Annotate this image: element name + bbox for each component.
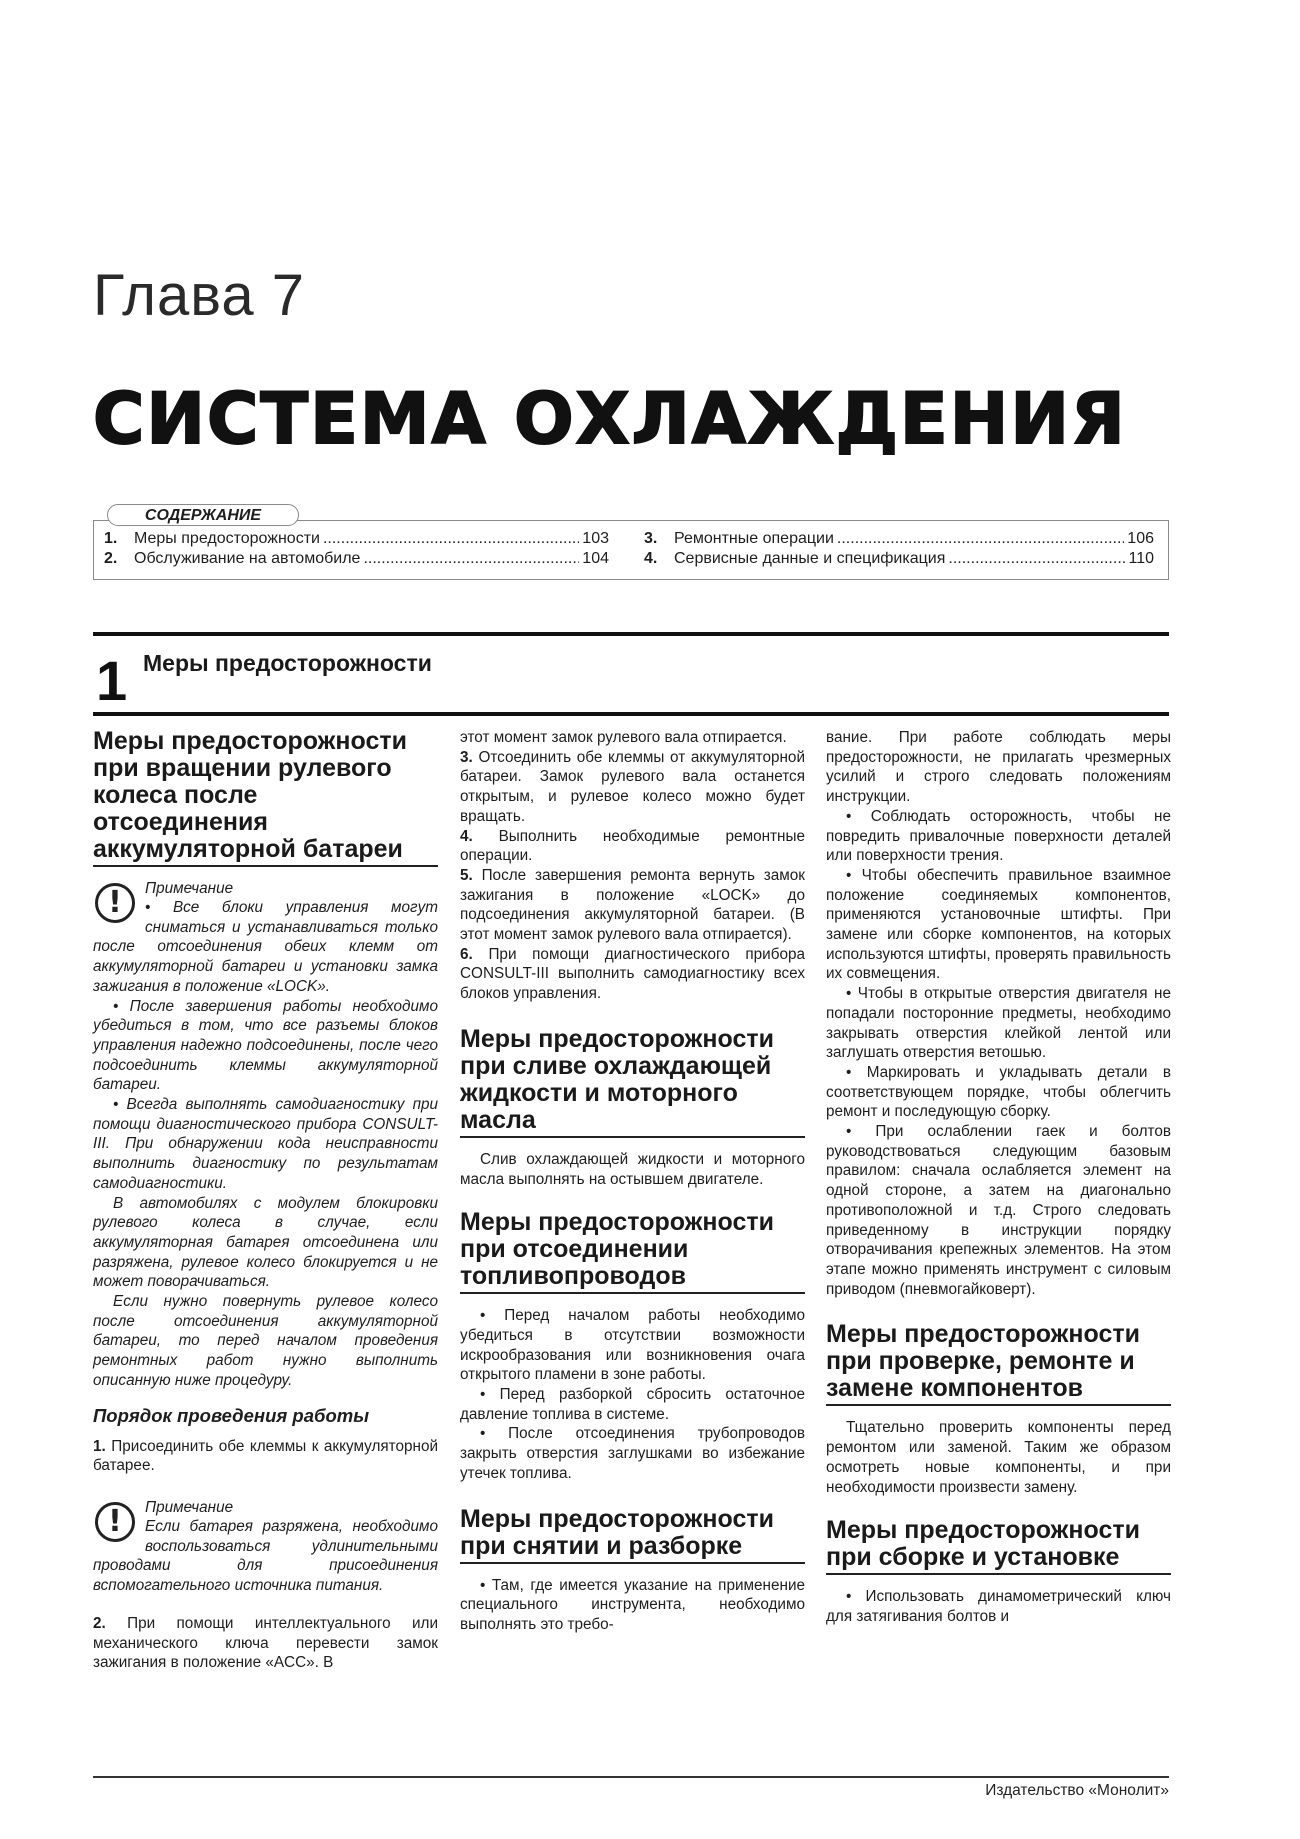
toc-entry-label: Ремонтные операции	[674, 530, 834, 547]
paragraph: • Маркировать и укладывать детали в соответствующем порядке, чтобы облегчить ремонт и последующую сборку.	[826, 1063, 1171, 1121]
section-rule-top	[93, 632, 1169, 636]
paragraph: • Перед началом работы необходимо убедиться в отсутствии возможности искрообразования или возникновения очага открытого пламени в зоне работы.	[460, 1307, 805, 1384]
step-text: После завершения ремонта вернуть замок зажигания в положение «LOCK» до подсоединения аккумуляторной батареи. (В этот момент замок рулевого вала отпирается).	[460, 866, 805, 944]
toc-entry-number: 4.	[644, 550, 658, 567]
step-4	[460, 827, 805, 866]
step-number: 5.	[460, 866, 473, 884]
toc-entry-number: 1.	[104, 530, 118, 547]
paragraph: этот момент замок рулевого вала отпирается.	[460, 729, 787, 746]
step-3	[460, 748, 805, 827]
step-number: 3.	[460, 748, 473, 766]
note-paragraph: Если батарея разряжена, необходимо воспользоваться удлинительными проводами для присоединения вспомогательного источника питания.	[93, 1517, 438, 1595]
toc-entry-page: 106	[1127, 530, 1154, 547]
heading-removal: Меры предосторожности при снятии и разборке	[460, 1506, 805, 1564]
toc-heading: СОДЕРЖАНИЕ	[107, 504, 299, 526]
chapter-title: СИСТЕМА ОХЛАЖДЕНИЯ	[93, 378, 1127, 460]
toc-entry-3[interactable]	[644, 529, 1154, 549]
section-number: 1	[96, 649, 128, 712]
heading-steering-wheel: Меры предосторожности при вращении рулевого колеса после отсоединения аккумуляторной батареи	[93, 728, 438, 867]
toc-leader-dots	[948, 549, 1125, 569]
column-3	[826, 728, 1171, 1627]
step-text: При помощи диагностического прибора CONSULT-III выполнить самодиагностику всех блоков управления.	[460, 945, 805, 1003]
step-1	[93, 1437, 438, 1476]
toc-leader-dots	[323, 529, 579, 549]
paragraph: • Чтобы обеспечить правильное взаимное положение соединяемых компонентов, применяются установочные штифты. При замене или сборке компонентов, на которых используются штифты, проверять правильность их совмещения.	[826, 866, 1171, 983]
paragraph: • Перед разборкой сбросить остаточное давление топлива в системе.	[460, 1386, 805, 1423]
toc-entry-number: 2.	[104, 550, 118, 567]
heading-coolant-drain: Меры предосторожности при сливе охлаждающей жидкости и моторного масла	[460, 1026, 805, 1138]
note-paragraph: Если нужно повернуть рулевое колесо после отсоединения аккумуляторной батареи, то перед началом проведения ремонтных работ нужно выполнить описанную ниже процедуру.	[93, 1293, 438, 1389]
note-paragraph: • Всегда выполнять самодиагностику при помощи диагностического прибора CONSULT-III. При обнаружении кода неисправности выполнить диагностику по результатам самодиагностики.	[93, 1096, 438, 1192]
note-paragraph: В автомобилях с модулем блокировки рулевого колеса в случае, если аккумуляторная батарея отсоединена или разряжена, рулевое колесо блокируется и не может поворачиваться.	[93, 1194, 438, 1291]
note-title: Примечание	[145, 880, 234, 897]
column-1	[93, 728, 438, 1673]
toc-entry-page: 104	[582, 550, 609, 567]
chapter-label: Глава 7	[93, 263, 306, 328]
step-text: Присоединить обе клеммы к аккумуляторной батарее.	[93, 1437, 438, 1475]
toc-entry-label: Меры предосторожности	[134, 530, 320, 547]
toc-entry-1[interactable]	[104, 529, 609, 549]
step-number: 6.	[460, 945, 473, 963]
note-paragraph: • После завершения работы необходимо убедиться в том, что все разъемы блоков управления надежно подсоединены, после чего подсоединить клеммы аккумуляторной батареи.	[93, 997, 438, 1094]
warning-exclamation-icon: !	[95, 1502, 135, 1542]
toc-entry-label: Сервисные данные и спецификация	[674, 550, 946, 567]
toc-entry-4[interactable]	[644, 549, 1154, 569]
step-text: Отсоединить обе клеммы от аккумуляторной батареи. Замок рулевого вала останется открытым, и рулевое колесо можно будет вращать.	[460, 748, 805, 825]
paragraph: Слив охлаждающей жидкости и моторного масла выполнять на остывшем двигателе.	[460, 1150, 805, 1188]
paragraph: • После отсоединения трубопроводов закрыть отверстия заглушками во избежание утечек топлива.	[460, 1425, 805, 1482]
step-2	[93, 1614, 438, 1673]
paragraph: • При ослаблении гаек и болтов руководствоваться следующим базовым правилом: сначала ослабляется элемент на одной стороне, а затем на диагонально противоположной и т.д. Строго следовать приведенному в инструкции порядку отворачивания крепежных элементов. На этом этапе можно применять инструмент с силовым приводом (пневмогайковерт).	[826, 1123, 1171, 1298]
toc-leader-dots	[837, 529, 1124, 549]
note-block	[93, 879, 438, 1391]
footer-rule	[93, 1776, 1169, 1778]
step-6	[460, 945, 805, 1004]
heading-inspection: Меры предосторожности при проверке, ремонте и замене компонентов	[826, 1321, 1171, 1406]
step-number: 1.	[93, 1437, 106, 1455]
heading-fuel-lines: Меры предосторожности при отсоединении топливопроводов	[460, 1209, 805, 1294]
table-of-contents	[93, 520, 1169, 580]
toc-entry-label: Обслуживание на автомобиле	[134, 550, 361, 567]
step-text: При помощи интеллектуального или механического ключа перевести замок зажигания в положение «ACC». В	[93, 1614, 438, 1672]
paragraph: • Соблюдать осторожность, чтобы не повредить привалочные поверхности деталей или поверхности трения.	[826, 807, 1171, 865]
publisher-footer: Издательство «Монолит»	[985, 1782, 1169, 1799]
paragraph: Тщательно проверить компоненты перед ремонтом или заменой. Таким же образом осмотреть новые компоненты, и при необходимости произвести замену.	[826, 1419, 1171, 1496]
section-rule-bottom	[93, 712, 1169, 716]
paragraph: • Чтобы в открытые отверстия двигателя не попадали посторонние предметы, необходимо закрывать отверстия клейкой лентой или заглушать отверстия ветошью.	[826, 985, 1171, 1062]
column-2	[460, 728, 805, 1635]
heading-assembly: Меры предосторожности при сборке и установке	[826, 1517, 1171, 1575]
note-paragraph: • Все блоки управления могут сниматься и устанавливаться только после отсоединения обеих клемм от аккумуляторной батареи и установки замка зажигания в положение «LOCK».	[93, 899, 438, 995]
toc-entry-page: 110	[1128, 550, 1154, 567]
toc-entry-2[interactable]	[104, 549, 609, 569]
procedure-heading: Порядок проведения работы	[93, 1404, 370, 1426]
warning-exclamation-icon: !	[95, 883, 135, 923]
toc-entry-page: 103	[582, 530, 609, 547]
note-title: Примечание	[145, 1498, 234, 1516]
paragraph: • Использовать динамометрический ключ для затягивания болтов и	[826, 1588, 1171, 1625]
paragraph: вание. При работе соблюдать меры предосторожности, не прилагать чрезмерных усилий и строго следовать положениям инструкции.	[826, 729, 1171, 806]
step-text: Выполнить необходимые ремонтные операции.	[460, 827, 805, 865]
toc-leader-dots	[363, 549, 579, 569]
paragraph: • Там, где имеется указание на применение специального инструмента, необходимо выполнять это требо-	[460, 1576, 805, 1633]
section-title: Меры предосторожности	[143, 650, 432, 676]
toc-entry-number: 3.	[644, 530, 658, 547]
note-block	[93, 1498, 438, 1596]
step-5	[460, 866, 805, 945]
step-number: 2.	[93, 1614, 106, 1632]
step-number: 4.	[460, 827, 473, 845]
